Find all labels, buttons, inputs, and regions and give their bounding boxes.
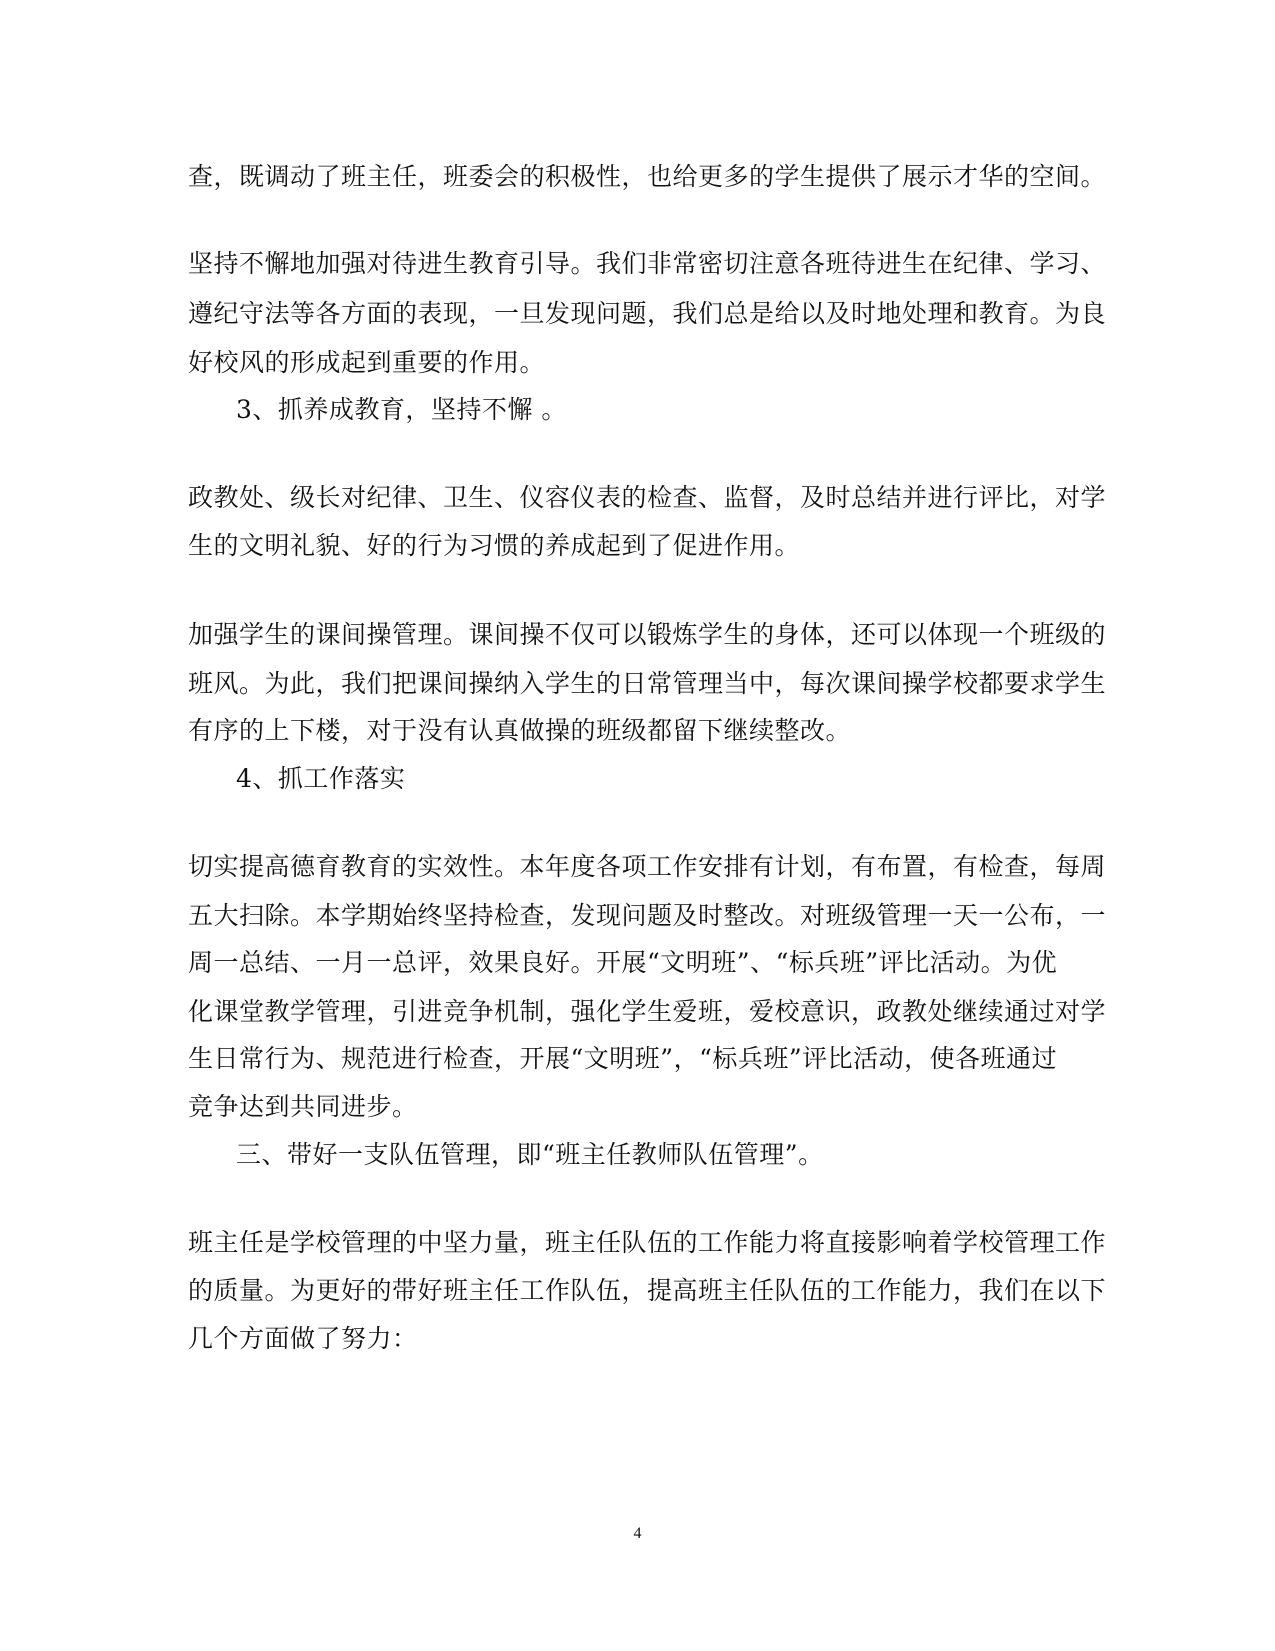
text-line: 有序的上下楼，对于没有认真做操的班级都留下继续整改。 — [188, 716, 852, 745]
text-line: 加强学生的课间操管理。课间操不仅可以锻炼学生的身体，还可以体现一个班级的 — [188, 620, 1107, 649]
text-line: 的质量。为更好的带好班主任工作队伍，提高班主任队伍的工作能力，我们在以下 — [188, 1276, 1107, 1305]
page-number: 4 — [633, 1525, 642, 1542]
text-line: 化课堂教学管理，引进竞争机制，强化学生爱班，爱校意识，政教处继续通过对学 — [188, 997, 1107, 1026]
text-line: 五大扫除。本学期始终坚持检查，发现问题及时整改。对班级管理一天一公布，一 — [188, 901, 1107, 930]
text-line: 政教处、级长对纪律、卫生、仪容仪表的检查、监督，及时总结并进行评比，对学 — [188, 483, 1107, 512]
section-heading: 3、抓养成教育，坚持不懈 。 — [236, 395, 567, 424]
text-line: 查，既调动了班主任，班委会的积极性，也给更多的学生提供了展示才华的空间。 — [188, 162, 1107, 191]
text-line: 班风。为此，我们把课间操纳入学生的日常管理当中，每次课间操学校都要求学生 — [188, 669, 1107, 698]
text-line: 班主任是学校管理的中坚力量，班主任队伍的工作能力将直接影响着学校管理工作 — [188, 1228, 1107, 1257]
text-line: 生的文明礼貌、好的行为习惯的养成起到了促进作用。 — [188, 531, 801, 560]
section-heading: 4、抓工作落实 — [236, 764, 406, 793]
text-line: 生日常行为、规范进行检查，开展“文明班”，“标兵班”评比活动，使各班通过 — [188, 1044, 1058, 1073]
text-line: 好校风的形成起到重要的作用。 — [188, 348, 546, 377]
text-line: 切实提高德育教育的实效性。本年度各项工作安排有计划，有布置，有检查，每周 — [188, 852, 1107, 881]
text-line: 坚持不懈地加强对待进生教育引导。我们非常密切注意各班待进生在纪律、学习、 — [188, 249, 1107, 278]
text-line: 几个方面做了努力： — [188, 1324, 418, 1353]
text-line: 周一总结、一月一总评，效果良好。开展“文明班”、“标兵班”评比活动。为优 — [188, 948, 1058, 977]
text-line: 竞争达到共同进步。 — [188, 1092, 418, 1121]
section-heading: 三、带好一支队伍管理，即“班主任教师队伍管理”。 — [236, 1140, 824, 1169]
text-line: 遵纪守法等各方面的表现，一旦发现问题，我们总是给以及时地处理和教育。为良 — [188, 299, 1107, 328]
